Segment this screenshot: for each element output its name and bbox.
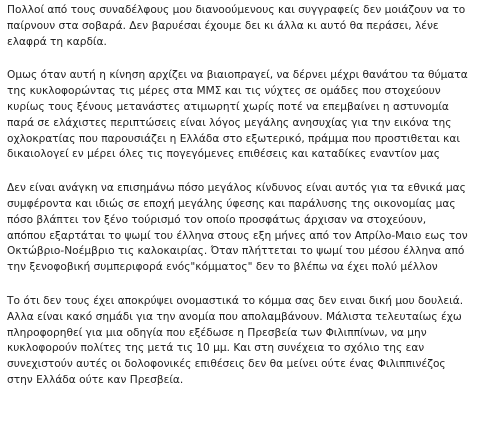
text-line: κυκλοφορούν πολίτες της μετά τις 10 μμ. Και στη συνέχεια το σχόλιο της εαν xyxy=(7,342,425,355)
text-line: πληροφορηθεί για μια οδηγία που εξέδωσε η Πρεσβεία των Φιλιππίνων, να μην xyxy=(7,326,427,339)
text-line: συνεχιστούν αυτές οι δολοφονικές επιθέσεις δεν θα μείνει ούτε ένας Φιλιππινέζος xyxy=(7,358,446,371)
text-line: παίρνουν στα σοβαρά. Δεν βαρυέσαι έχουμε δει κι άλλα κι αυτό θα περάσει, λένε xyxy=(7,19,439,32)
paragraph xyxy=(7,181,497,276)
text-line: την ξενοφοβική συμπεριφορά ενός"κόμματος" δεν το βλέπω να έχει πολύ μέλλον xyxy=(7,261,438,274)
text-line: πόσο βλάπτει τον ξένο τούρισμό τον οποίο προσφάτως άρχισαν να στοχεύουν, xyxy=(7,213,427,226)
text-line: Το ότι δεν τους έχει αποκρύψει ονομαστικά το κόμμα σας δεν ειναι δική μου δουλειά. xyxy=(7,294,464,307)
text-line: συμφέροντα και ιδιώς σε εποχή μεγάλης ύφεσης και παράλυσης της οικονομίας μας xyxy=(7,197,456,210)
text-line: κυρίως τους ξένους μετανάστες ατιμωρητί χωρίς ποτέ να επεμβαίνει η αστυνομία xyxy=(7,100,449,113)
text-line: απόπου εξαρτάται το ψωμί του έλληνα στους εξη μήνες από τον Απρίλο-Μαιο εως τον xyxy=(7,229,468,242)
text-line: Δεν είναι ανάγκη να επισημάνω πόσο μεγάλος κίνδυνος είναι αυτός για τα εθνικά μας xyxy=(7,182,466,195)
paragraph xyxy=(7,294,497,389)
text-line: στην Ελλάδα ούτε καν Πρεσβεία. xyxy=(7,373,184,386)
paragraph xyxy=(7,3,497,50)
text-line: της κυκλοφορώντας τις μέρες στα ΜΜΣ και τις νύχτες σε ομάδες που στοχεύουν xyxy=(7,85,441,98)
paragraph xyxy=(7,68,497,163)
text-line: Αλλα είναι κακό σημάδι για την ανομία που απολαμβάνουν. Μάλιστα τελευταίως έχω xyxy=(7,310,462,323)
text-line: ελαφρά τη καρδία. xyxy=(7,35,107,48)
text-line: οχλοκρατίας που παρουσιάζει η Ελλάδα στο εξωτερικό, πράμμα που προστιθεται και xyxy=(7,132,460,145)
text-line: Οκτώβριο-Νοέμβριο τις καλοκαιρίας. Όταν πλήττεται το ψωμί του μέσου έλληνα από xyxy=(7,245,465,258)
text-line: Ομως όταν αυτή η κίνηση αρχίζει να βιαιοπραγεί, να δέρνει μέχρι θανάτου τα θύματα xyxy=(7,69,468,82)
text-line: παρά σε ελάχιστες περιπτώσεις είναι λόγος μεγάλης ανησυχίας για την εικόνα της xyxy=(7,116,452,129)
text-line: δικαιολογεί εν μέρει όλες τις πογεγόμενες επιθέσεις και καταδίκες εναντίον μας xyxy=(7,148,440,161)
text-line: Πολλοί από τους συναδέλφους μου διανοούμενους και συγγραφείς δεν μοιάζουν να το xyxy=(7,4,466,16)
